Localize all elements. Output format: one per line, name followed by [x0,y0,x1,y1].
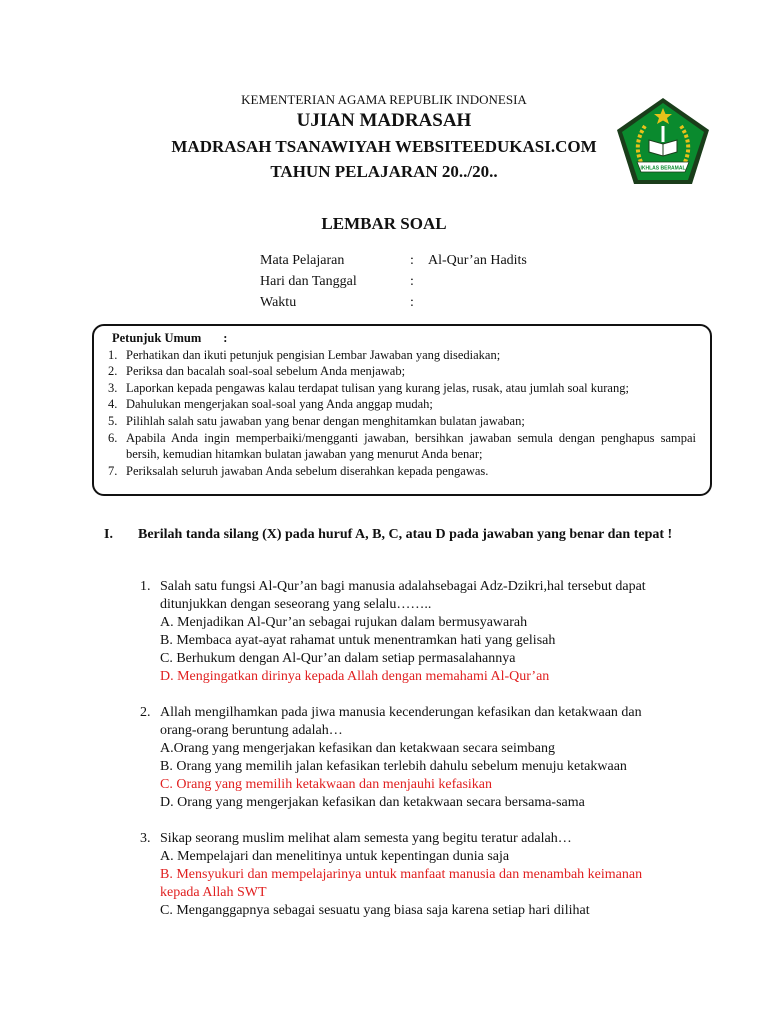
instruction-text: Laporkan kepada pengawas kalau terdapat tulisan yang kurang jelas, rusak, atau jumlah soal kurang; [126,380,629,395]
meta-colon: : [410,274,414,289]
meta-label: Mata Pelajaran [260,253,345,268]
instruction-item [108,413,696,430]
ministry-name: KEMENTERIAN AGAMA REPUBLIK INDONESIA [241,92,527,107]
meta-colon: : [410,253,414,268]
meta-value: Al-Qur’an Hadits [428,253,527,268]
answer-option: A. Mempelajari dan menelitinya untuk kepentingan dunia saja [160,849,510,864]
answer-option: A.Orang yang mengerjakan kefasikan dan ketakwaan secara seimbang [160,741,555,756]
answer-option-correct: D. Mengingatkan dirinya kepada Allah dengan memahami Al-Qur’an [160,669,550,684]
instruction-text: Dahulukan mengerjakan soal-soal yang Anda anggap mudah; [126,397,433,412]
question-text: Allah mengilhamkan pada jiwa manusia kecenderungan kefasikan dan ketakwaan dan orang-orang beruntung adalah… [160,705,642,738]
question-text: Salah satu fungsi Al-Qur’an bagi manusia adalahsebagai Adz-Dzikri,hal tersebut dapat ditunjukkan dengan seseorang yang selalu…….. [160,579,646,612]
instruction-item [108,463,696,480]
question-number: 3. [140,831,151,846]
instruction-number: 1. [108,347,118,362]
meta-row-subject [260,253,660,274]
question-item [140,578,680,686]
instruction-text: Perhatikan dan ikuti petunjuk pengisian Lembar Jawaban yang disediakan; [126,347,501,362]
question-text: Sikap seorang muslim melihat alam semesta yang begitu teratur adalah… [160,831,572,846]
instruction-text: Apabila Anda ingin memperbaiki/mengganti jawaban, bersihkan jawaban semula dengan penghapus sampai bersih, kemudian hitamkan bulatan jawaban yang menurut Anda benar; [126,430,696,462]
answer-option: B. Orang yang memilih jalan kefasikan terlebih dahulu sebelum menuju ketakwaan [160,759,627,774]
instruction-item [108,430,696,463]
instruction-number: 4. [108,397,118,412]
exam-meta [260,253,660,316]
question-stem [140,830,680,848]
general-instructions-box [92,324,712,496]
meta-row-time [260,295,660,316]
instruction-number: 7. [108,463,118,478]
instruction-number: 5. [108,413,118,428]
school-name: MADRASAH TSANAWIYAH WEBSITEEDUKASI.COM [171,137,597,156]
instruction-number: 6. [108,430,118,445]
meta-label: Hari dan Tanggal [260,274,357,289]
question-item [140,704,680,812]
section-instruction: Berilah tanda silang (X) pada huruf A, B, C, atau D pada jawaban yang benar dan tepat ! [138,527,673,542]
instruction-text: Periksa dan bacalah soal-soal sebelum Anda menjawab; [126,364,406,379]
instruction-item [108,363,696,380]
question-number: 1. [140,579,151,594]
answer-option-correct: C. Orang yang memilih ketakwaan dan menjauhi kefasikan [160,777,493,792]
section-heading [104,524,684,545]
meta-colon: : [410,295,414,310]
instruction-text: Periksalah seluruh jawaban Anda sebelum diserahkan kepada pengawas. [126,463,489,478]
instruction-number: 3. [108,380,118,395]
instruction-text: Pilihlah salah satu jawaban yang benar dengan menghitamkan bulatan jawaban; [126,413,525,428]
ministry-logo [615,96,711,186]
academic-year: TAHUN PELAJARAN 20../20.. [270,162,498,181]
logo-pen-icon [662,126,665,142]
answer-option-correct: B. Mensyukuri dan mempelajarinya untuk manfaat manusia dan menambah keimanan kepada Allah SWT [160,867,643,900]
question-stem [140,704,680,740]
question-item [140,830,680,920]
meta-label: Waktu [260,295,297,310]
instructions-title [108,330,696,347]
question-list [140,578,680,938]
logo-ribbon-text: IKHLAS BERAMAL [640,165,686,172]
instructions-title-colon: : [223,331,228,345]
instruction-item [108,347,696,364]
sheet-title: LEMBAR SOAL [321,214,447,233]
instruction-item [108,396,696,413]
answer-option: C. Menganggapnya sebagai sesuatu yang biasa saja karena setiap hari dilihat [160,903,590,918]
answer-option: D. Orang yang mengerjakan kefasikan dan ketakwaan secara bersama-sama [160,795,585,810]
answer-option: B. Membaca ayat-ayat rahamat untuk menentramkan hati yang gelisah [160,633,556,648]
answer-option: A. Menjadikan Al-Qur’an sebagai rujukan dalam bermusyawarah [160,615,528,630]
question-stem [140,578,680,614]
instruction-item [108,380,696,397]
meta-row-date [260,274,660,295]
section-number: I. [104,527,113,542]
answer-option: C. Berhukum dengan Al-Qur’an dalam setiap permasalahannya [160,651,516,666]
question-number: 2. [140,705,151,720]
exam-title: UJIAN MADRASAH [296,110,472,131]
instruction-number: 2. [108,364,118,379]
instructions-title-text: Petunjuk Umum [112,331,202,345]
instructions-list [108,347,696,480]
